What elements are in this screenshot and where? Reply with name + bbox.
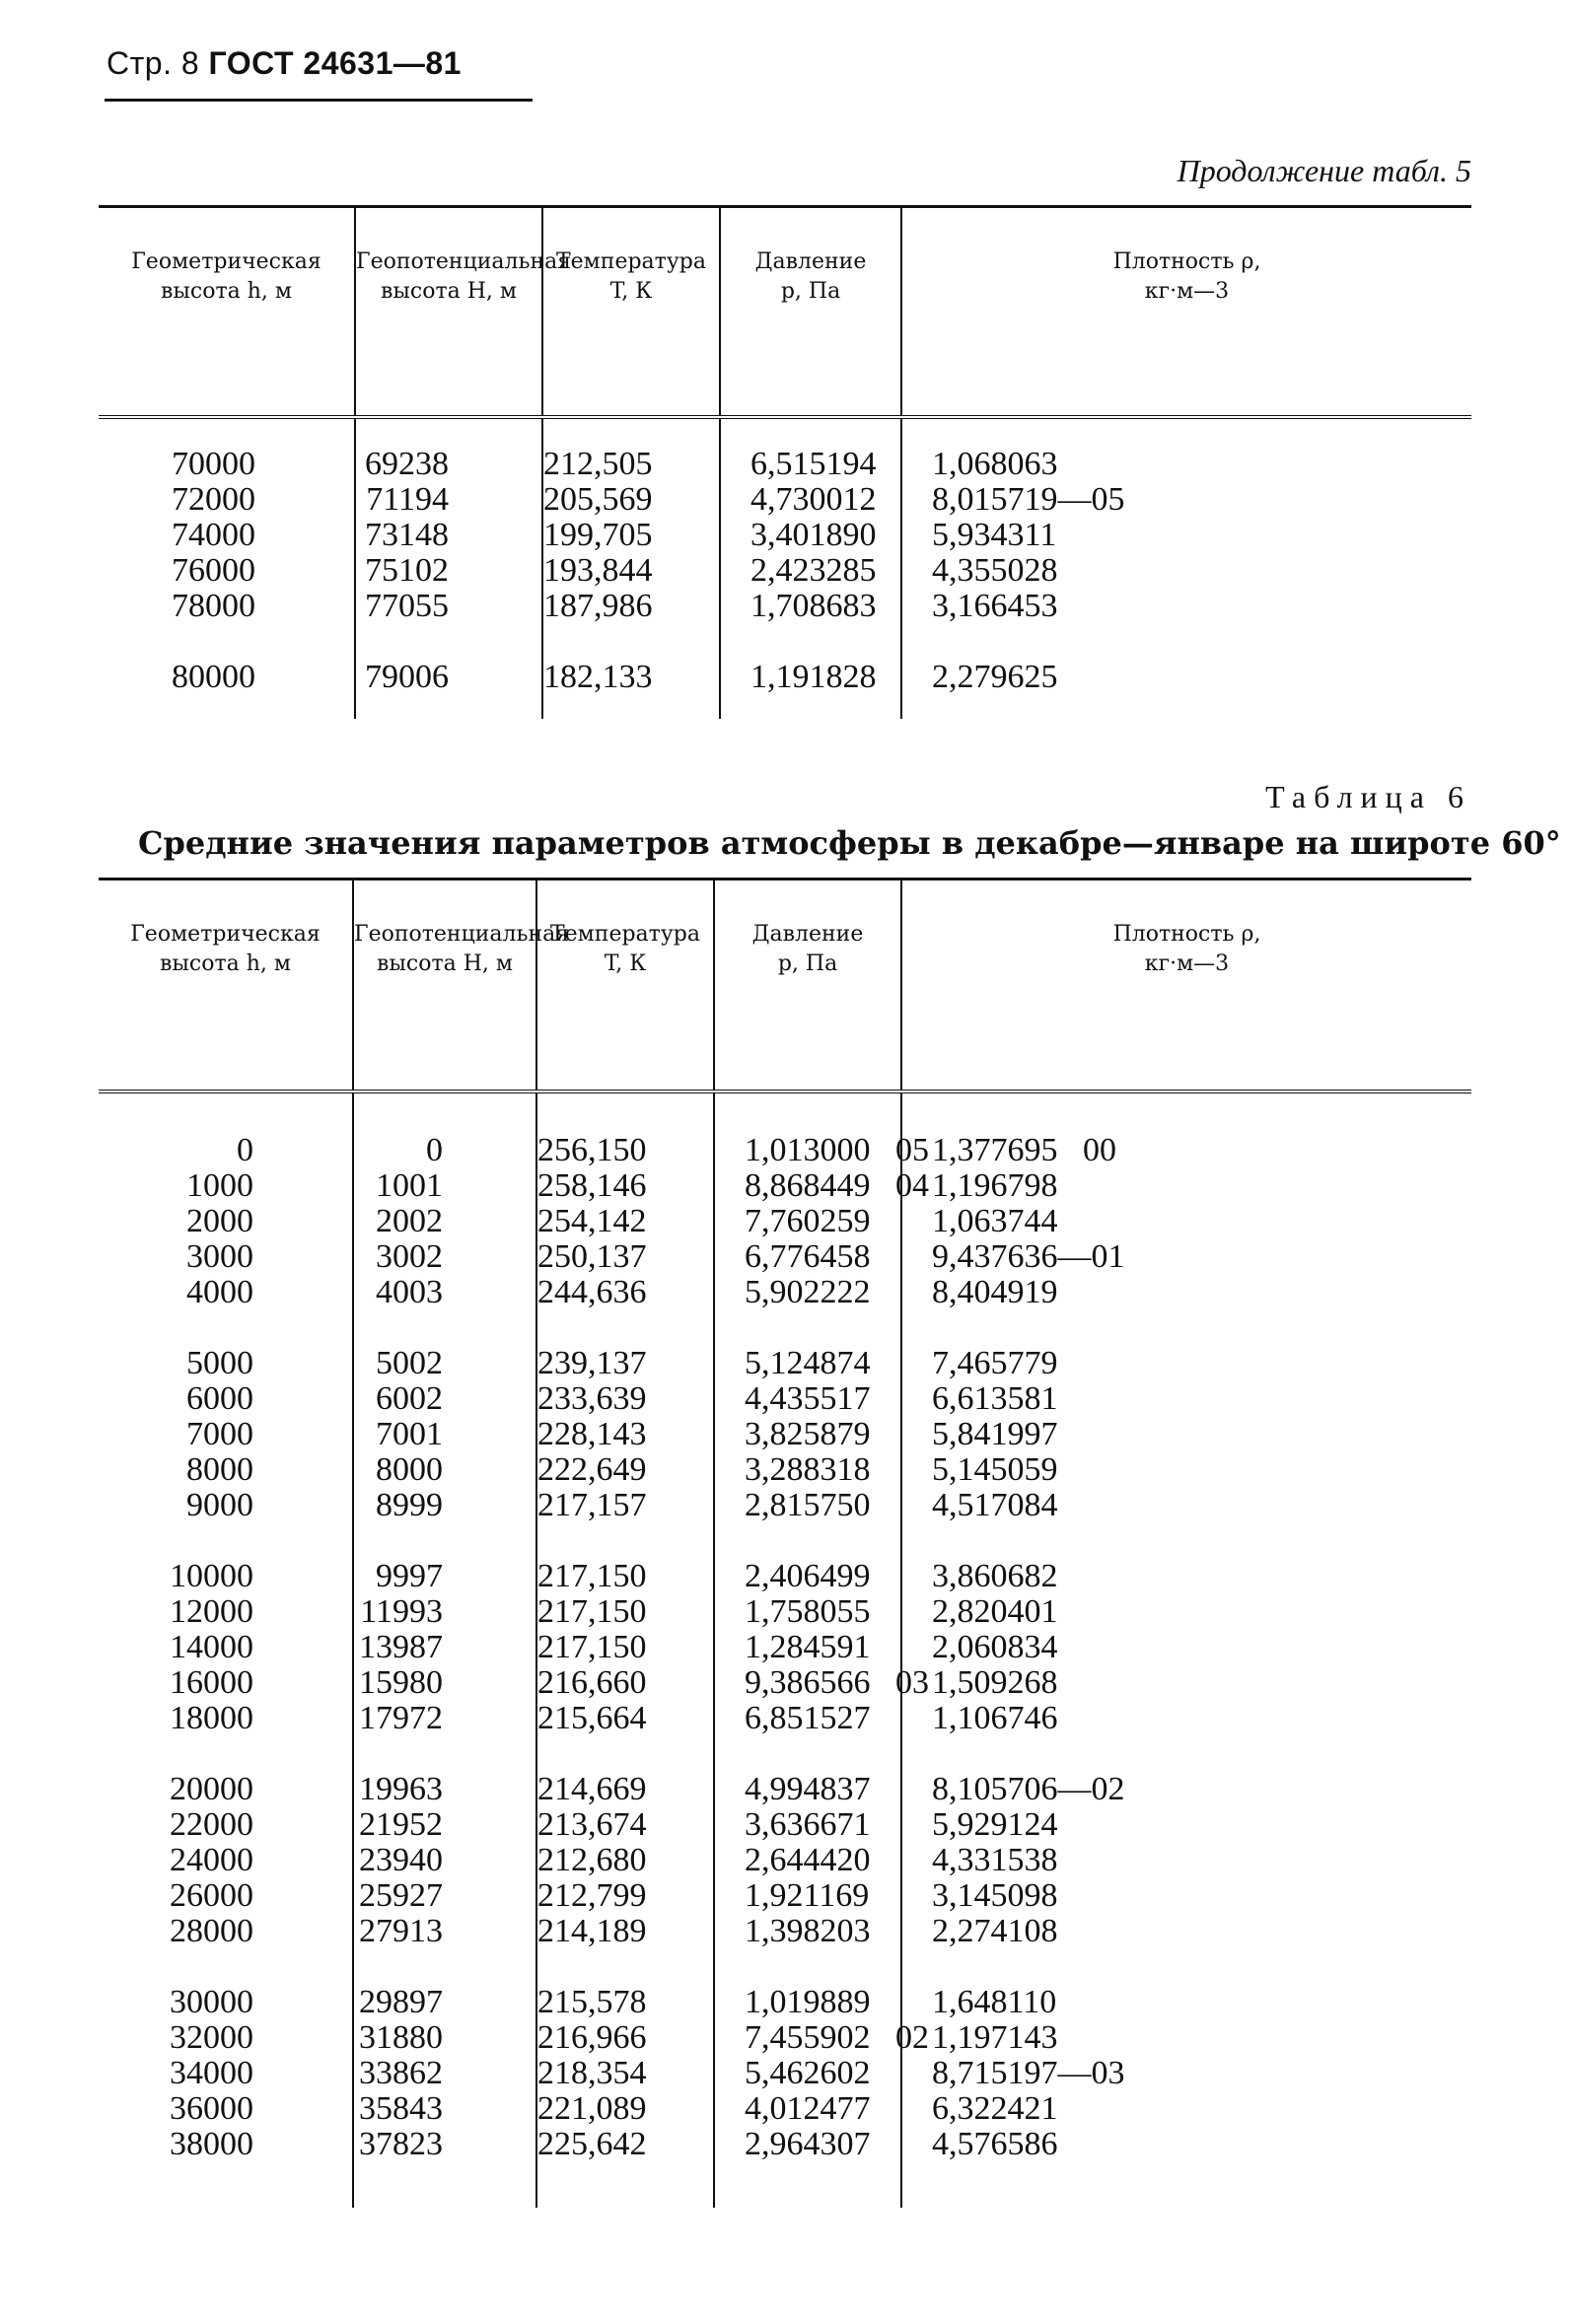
cell-temperature: 221,089 — [537, 2090, 647, 2127]
table-body — [99, 1092, 1471, 2208]
cell-density: 5,145059 — [932, 1451, 1058, 1488]
cell-pressure: 1,708683 — [750, 588, 877, 624]
cell-geometric-height: 34000 — [170, 2055, 253, 2091]
group-spacer — [99, 624, 255, 660]
cell-pressure: 3,401890 — [750, 517, 877, 553]
cell-temperature: 182,133 — [543, 659, 653, 695]
cell-temperature: 256,150 — [537, 1132, 647, 1168]
cell-geometric-height: 36000 — [170, 2090, 253, 2127]
cell-geometric-height: 22000 — [170, 1806, 253, 1843]
group-spacer — [932, 1310, 1471, 1346]
column-geopotential-height — [353, 1092, 536, 2208]
cell-geometric-height: 0 — [237, 1132, 253, 1168]
cell-geopotential-height: 79006 — [365, 659, 449, 695]
group-spacer — [932, 1523, 1471, 1559]
cell-pressure: 4,012477 — [745, 2090, 871, 2127]
cell-density: 3,860682 — [932, 1558, 1058, 1594]
cell-geopotential-height: 19963 — [359, 1771, 443, 1807]
cell-temperature: 222,649 — [537, 1451, 647, 1488]
cell-density: 8,105706—02 — [932, 1771, 1125, 1807]
cell-pressure: 5,902222 — [745, 1274, 871, 1310]
column-header-geopotential-height: Геопотенциальная высота H, м — [353, 880, 536, 1092]
cell-pressure: 8,868449 04 — [745, 1167, 929, 1204]
group-spacer — [932, 1949, 1471, 1985]
cell-pressure: 2,423285 — [750, 552, 877, 589]
column-header-density: Плотность ρ, кг·м—3 — [901, 207, 1471, 418]
cell-density: 8,715197—03 — [932, 2055, 1125, 2091]
cell-temperature: 217,150 — [537, 1558, 647, 1594]
table-header-row — [99, 207, 1471, 418]
cell-density: 2,274108 — [932, 1913, 1058, 1949]
group-spacer — [745, 1736, 900, 1772]
cell-density: 4,517084 — [932, 1487, 1058, 1523]
cell-geopotential-height: 77055 — [365, 588, 449, 624]
cell-pressure: 3,288318 — [745, 1451, 871, 1488]
cell-temperature: 212,799 — [537, 1877, 647, 1914]
cell-density: 2,060834 — [932, 1629, 1058, 1665]
cell-density: 4,331538 — [932, 1842, 1058, 1878]
cell-geopotential-height: 75102 — [365, 552, 449, 589]
cell-pressure: 4,730012 — [750, 481, 877, 518]
cell-temperature: 215,664 — [537, 1700, 647, 1736]
cell-geometric-height: 32000 — [170, 2019, 253, 2056]
cell-pressure: 9,386566 03 — [745, 1664, 929, 1701]
cell-temperature: 205,569 — [543, 481, 653, 518]
cell-density: 1,648110 — [932, 1984, 1057, 2020]
table-body — [99, 417, 1471, 719]
cell-density: 3,145098 — [932, 1877, 1058, 1914]
cell-geopotential-height: 27913 — [359, 1913, 443, 1949]
cell-geometric-height: 1000 — [186, 1167, 253, 1204]
cell-geometric-height: 4000 — [186, 1274, 253, 1310]
cell-pressure: 2,815750 — [745, 1487, 871, 1523]
cell-density: 1,068063 — [932, 446, 1058, 482]
cell-density: 3,166453 — [932, 588, 1058, 624]
group-spacer — [932, 1736, 1471, 1772]
cell-density: 2,279625 — [932, 659, 1058, 695]
column-temperature — [542, 417, 720, 719]
cell-temperature: 214,189 — [537, 1913, 647, 1949]
group-spacer — [354, 1949, 443, 1985]
column-geopotential-height — [355, 417, 542, 719]
group-spacer — [354, 1523, 443, 1559]
cell-temperature: 212,680 — [537, 1842, 647, 1878]
cell-geometric-height: 18000 — [170, 1700, 253, 1736]
cell-density: 5,841997 — [932, 1416, 1058, 1452]
cell-geopotential-height: 73148 — [365, 517, 449, 553]
cell-geometric-height: 72000 — [172, 481, 255, 518]
cell-density: 1,106746 — [932, 1700, 1058, 1736]
cell-geometric-height: 30000 — [170, 1984, 253, 2020]
cell-pressure: 4,435517 — [745, 1380, 871, 1417]
cell-geopotential-height: 8000 — [376, 1451, 443, 1488]
cell-temperature: 239,137 — [537, 1345, 647, 1381]
cell-density: 6,613581 — [932, 1380, 1058, 1417]
cell-geometric-height: 70000 — [172, 446, 255, 482]
cell-geopotential-height: 5002 — [376, 1345, 443, 1381]
group-spacer — [354, 1310, 443, 1346]
cell-density: 4,355028 — [932, 552, 1058, 589]
column-temperature — [536, 1092, 714, 2208]
cell-geometric-height: 38000 — [170, 2126, 253, 2162]
header-rule — [105, 99, 533, 102]
cell-geopotential-height: 3002 — [376, 1238, 443, 1275]
column-geometric-height — [99, 417, 355, 719]
group-spacer — [537, 1949, 634, 1985]
cell-pressure: 6,776458 — [745, 1238, 871, 1275]
group-spacer — [99, 1736, 253, 1772]
cell-temperature: 215,578 — [537, 1984, 647, 2020]
cell-geopotential-height: 25927 — [359, 1877, 443, 1914]
cell-density: 6,322421 — [932, 2090, 1058, 2127]
cell-temperature: 187,986 — [543, 588, 653, 624]
table5-continuation — [99, 205, 1471, 719]
cell-geopotential-height: 71194 — [366, 481, 449, 518]
group-spacer — [745, 1949, 900, 1985]
group-spacer — [932, 624, 1471, 660]
cell-temperature: 233,639 — [537, 1380, 647, 1417]
cell-geometric-height: 10000 — [170, 1558, 253, 1594]
cell-geometric-height: 20000 — [170, 1771, 253, 1807]
cell-geopotential-height: 31880 — [359, 2019, 443, 2056]
group-spacer — [543, 624, 640, 660]
cell-temperature: 228,143 — [537, 1416, 647, 1452]
cell-density: 8,015719—05 — [932, 481, 1125, 518]
cell-density: 1,063744 — [932, 1203, 1058, 1239]
cell-geopotential-height: 8999 — [376, 1487, 443, 1523]
cell-pressure: 5,462602 — [745, 2055, 871, 2091]
cell-density: 4,576586 — [932, 2126, 1058, 2162]
cell-pressure: 4,994837 — [745, 1771, 871, 1807]
page-header — [107, 45, 462, 82]
cell-temperature: 218,354 — [537, 2055, 647, 2091]
group-spacer — [354, 1736, 443, 1772]
cell-geopotential-height: 2002 — [376, 1203, 443, 1239]
cell-geopotential-height: 17972 — [359, 1700, 443, 1736]
cell-pressure: 1,758055 — [745, 1593, 871, 1630]
cell-pressure: 3,825879 — [745, 1416, 871, 1452]
group-spacer — [537, 1736, 634, 1772]
cell-density: 1,196798 — [932, 1167, 1058, 1204]
cell-density: 9,437636—01 — [932, 1238, 1125, 1275]
column-header-density: Плотность ρ, кг·м—3 — [901, 880, 1471, 1092]
cell-geometric-height: 74000 — [172, 517, 255, 553]
cell-geometric-height: 5000 — [186, 1345, 253, 1381]
cell-geometric-height: 9000 — [186, 1487, 253, 1523]
column-header-temperature: Температура T, К — [542, 207, 720, 418]
cell-density: 2,820401 — [932, 1593, 1058, 1630]
cell-temperature: 212,505 — [543, 446, 653, 482]
group-spacer — [99, 1949, 253, 1985]
cell-geopotential-height: 4003 — [376, 1274, 443, 1310]
cell-geopotential-height: 1001 — [376, 1167, 443, 1204]
cell-geopotential-height: 7001 — [376, 1416, 443, 1452]
cell-geometric-height: 2000 — [186, 1203, 253, 1239]
cell-geometric-height: 8000 — [186, 1451, 253, 1488]
cell-geopotential-height: 0 — [426, 1132, 443, 1168]
cell-geometric-height: 76000 — [172, 552, 255, 589]
cell-geopotential-height: 37823 — [359, 2126, 443, 2162]
cell-geometric-height: 78000 — [172, 588, 255, 624]
cell-density: 8,404919 — [932, 1274, 1058, 1310]
cell-temperature: 193,844 — [543, 552, 653, 589]
cell-geopotential-height: 23940 — [359, 1842, 443, 1878]
cell-pressure: 2,644420 — [745, 1842, 871, 1878]
cell-pressure: 5,124874 — [745, 1345, 871, 1381]
cell-geometric-height: 3000 — [186, 1238, 253, 1275]
cell-temperature: 213,674 — [537, 1806, 647, 1843]
cell-pressure: 1,398203 — [745, 1913, 871, 1949]
cell-temperature: 258,146 — [537, 1167, 647, 1204]
cell-geometric-height: 14000 — [170, 1629, 253, 1665]
column-density — [901, 1092, 1471, 2208]
column-geometric-height — [99, 1092, 353, 2208]
cell-pressure: 1,284591 — [745, 1629, 871, 1665]
cell-temperature: 216,966 — [537, 2019, 647, 2056]
cell-geometric-height: 16000 — [170, 1664, 253, 1701]
cell-temperature: 217,157 — [537, 1487, 647, 1523]
cell-density: 5,934311 — [932, 517, 1057, 553]
cell-geopotential-height: 15980 — [359, 1664, 443, 1701]
cell-geometric-height: 24000 — [170, 1842, 253, 1878]
cell-density: 7,465779 — [932, 1345, 1058, 1381]
page-label: Стр. 8 — [107, 45, 200, 81]
cell-pressure: 6,851527 — [745, 1700, 871, 1736]
cell-geometric-height: 28000 — [170, 1913, 253, 1949]
column-pressure — [720, 417, 901, 719]
group-spacer — [750, 624, 900, 660]
cell-pressure: 2,964307 — [745, 2126, 871, 2162]
cell-density: 1,197143 — [932, 2019, 1058, 2056]
cell-pressure: 1,921169 — [745, 1877, 870, 1914]
group-spacer — [537, 1523, 634, 1559]
column-header-temperature: Температура T, К — [536, 880, 714, 1092]
cell-temperature: 217,150 — [537, 1629, 647, 1665]
cell-geometric-height: 7000 — [186, 1416, 253, 1452]
column-header-geopotential-height: Геопотенциальная высота H, м — [355, 207, 542, 418]
cell-geopotential-height: 33862 — [359, 2055, 443, 2091]
cell-temperature: 244,636 — [537, 1274, 647, 1310]
cell-pressure: 1,019889 — [745, 1984, 871, 2020]
cell-geopotential-height: 69238 — [365, 446, 449, 482]
cell-pressure: 2,406499 — [745, 1558, 871, 1594]
table5-continuation-caption: Продолжение табл. 5 — [1177, 153, 1471, 188]
group-spacer — [745, 1523, 900, 1559]
cell-temperature: 214,669 — [537, 1771, 647, 1807]
cell-pressure: 7,455902 02 — [745, 2019, 929, 2056]
table6-title: Средние значения параметров атмосферы в декабре—январе на широте 60° — [138, 824, 1561, 862]
cell-geopotential-height: 13987 — [359, 1629, 443, 1665]
cell-pressure: 1,191828 — [750, 659, 877, 695]
cell-pressure: 6,515194 — [750, 446, 877, 482]
cell-geopotential-height: 11993 — [360, 1593, 443, 1630]
group-spacer — [99, 1310, 253, 1346]
table-header-row — [99, 880, 1471, 1092]
table6-number: Таблица 6 — [1265, 779, 1471, 814]
cell-pressure: 3,636671 — [745, 1806, 871, 1843]
column-header-geometric-height: Геометрическая высота h, м — [99, 880, 353, 1092]
group-spacer — [537, 1310, 634, 1346]
cell-geopotential-height: 35843 — [359, 2090, 443, 2127]
column-header-pressure: Давление p, Па — [714, 880, 901, 1092]
cell-geopotential-height: 9997 — [376, 1558, 443, 1594]
group-spacer — [745, 1310, 900, 1346]
column-header-pressure: Давление p, Па — [720, 207, 901, 418]
cell-density: 5,929124 — [932, 1806, 1058, 1843]
cell-geopotential-height: 21952 — [359, 1806, 443, 1843]
column-density — [901, 417, 1471, 719]
cell-pressure: 1,013000 05 — [745, 1132, 929, 1168]
group-spacer — [356, 624, 449, 660]
cell-geometric-height: 6000 — [186, 1380, 253, 1417]
standard-number: ГОСТ 24631—81 — [208, 45, 462, 81]
cell-temperature: 225,642 — [537, 2126, 647, 2162]
cell-temperature: 217,150 — [537, 1593, 647, 1630]
column-header-geometric-height: Геометрическая высота h, м — [99, 207, 355, 418]
cell-pressure: 7,760259 — [745, 1203, 871, 1239]
cell-density: 1,509268 — [932, 1664, 1058, 1701]
table6 — [99, 878, 1471, 2208]
cell-geopotential-height: 29897 — [359, 1984, 443, 2020]
cell-geopotential-height: 6002 — [376, 1380, 443, 1417]
cell-temperature: 216,660 — [537, 1664, 647, 1701]
cell-geometric-height: 80000 — [172, 659, 255, 695]
group-spacer — [99, 1523, 253, 1559]
cell-temperature: 254,142 — [537, 1203, 647, 1239]
column-pressure — [714, 1092, 929, 2208]
cell-geometric-height: 26000 — [170, 1877, 253, 1914]
cell-temperature: 199,705 — [543, 517, 653, 553]
cell-geometric-height: 12000 — [170, 1593, 253, 1630]
cell-temperature: 250,137 — [537, 1238, 647, 1275]
cell-density: 1,377695 00 — [932, 1132, 1116, 1168]
